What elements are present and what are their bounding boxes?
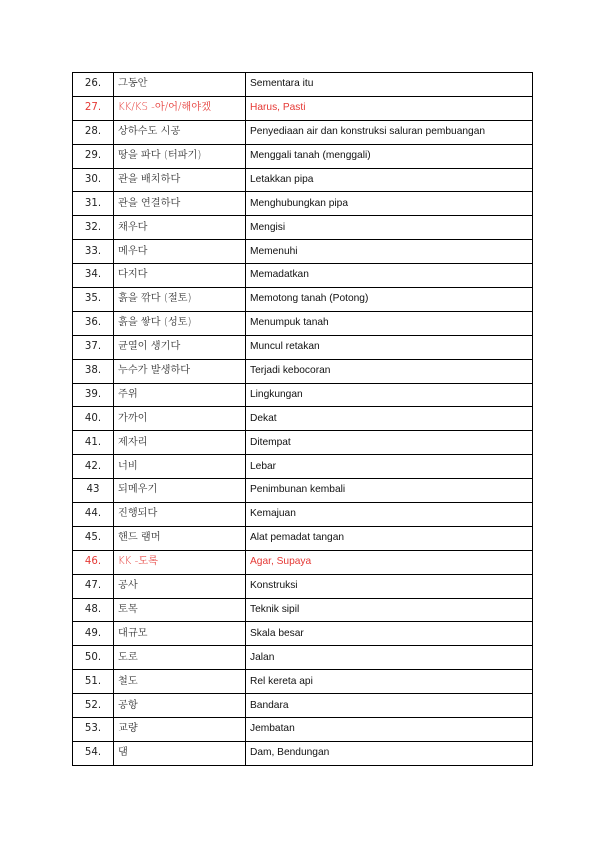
- table-row: [73, 479, 533, 503]
- korean-term: 댐: [114, 741, 246, 765]
- row-number: 46.: [73, 550, 114, 574]
- indonesian-translation: Mengisi: [246, 216, 533, 240]
- korean-term: 흙을 쌓다 (성토): [114, 311, 246, 335]
- table-row: [73, 718, 533, 742]
- korean-term: 토목: [114, 598, 246, 622]
- korean-term: 제자리: [114, 431, 246, 455]
- row-number: 38.: [73, 359, 114, 383]
- korean-term: 채우다: [114, 216, 246, 240]
- korean-term: 균열이 생기다: [114, 335, 246, 359]
- table-row: [73, 359, 533, 383]
- indonesian-translation: Agar, Supaya: [246, 550, 533, 574]
- indonesian-translation: Menggali tanah (menggali): [246, 144, 533, 168]
- vocabulary-table-body: [73, 73, 533, 766]
- row-number: 49.: [73, 622, 114, 646]
- row-number: 35.: [73, 288, 114, 312]
- row-number: 32.: [73, 216, 114, 240]
- korean-term: 대규모: [114, 622, 246, 646]
- table-row: [73, 73, 533, 97]
- indonesian-translation: Alat pemadat tangan: [246, 526, 533, 550]
- table-row: [73, 144, 533, 168]
- table-row: [73, 240, 533, 264]
- indonesian-translation: Jalan: [246, 646, 533, 670]
- indonesian-translation: Jembatan: [246, 718, 533, 742]
- indonesian-translation: Muncul retakan: [246, 335, 533, 359]
- indonesian-translation: Rel kereta api: [246, 670, 533, 694]
- korean-term: 관을 배치하다: [114, 168, 246, 192]
- row-number: 54.: [73, 741, 114, 765]
- table-row: [73, 622, 533, 646]
- row-number: 51.: [73, 670, 114, 694]
- table-row: [73, 526, 533, 550]
- indonesian-translation: Skala besar: [246, 622, 533, 646]
- row-number: 29.: [73, 144, 114, 168]
- indonesian-translation: Sementara itu: [246, 73, 533, 97]
- indonesian-translation: Menghubungkan pipa: [246, 192, 533, 216]
- korean-term: 공사: [114, 574, 246, 598]
- row-number: 43: [73, 479, 114, 503]
- korean-term: 상하수도 시공: [114, 120, 246, 144]
- row-number: 33.: [73, 240, 114, 264]
- korean-term: 되메우기: [114, 479, 246, 503]
- table-row: [73, 646, 533, 670]
- indonesian-translation: Lebar: [246, 455, 533, 479]
- korean-term: 진행되다: [114, 503, 246, 527]
- indonesian-translation: Teknik sipil: [246, 598, 533, 622]
- row-number: 41.: [73, 431, 114, 455]
- row-number: 40.: [73, 407, 114, 431]
- table-row: [73, 311, 533, 335]
- row-number: 36.: [73, 311, 114, 335]
- korean-term: 다지다: [114, 264, 246, 288]
- row-number: 34.: [73, 264, 114, 288]
- vocabulary-table: [72, 72, 533, 766]
- table-row: [73, 288, 533, 312]
- korean-term: 교량: [114, 718, 246, 742]
- korean-term: 공항: [114, 694, 246, 718]
- table-row: [73, 550, 533, 574]
- indonesian-translation: Memenuhi: [246, 240, 533, 264]
- row-number: 47.: [73, 574, 114, 598]
- korean-term: 가까이: [114, 407, 246, 431]
- table-row: [73, 264, 533, 288]
- korean-term: 관을 연결하다: [114, 192, 246, 216]
- row-number: 48.: [73, 598, 114, 622]
- indonesian-translation: Dam, Bendungan: [246, 741, 533, 765]
- korean-term: KK -도록: [114, 550, 246, 574]
- row-number: 45.: [73, 526, 114, 550]
- table-row: [73, 168, 533, 192]
- indonesian-translation: Lingkungan: [246, 383, 533, 407]
- row-number: 31.: [73, 192, 114, 216]
- indonesian-translation: Bandara: [246, 694, 533, 718]
- korean-term: 그동안: [114, 73, 246, 97]
- indonesian-translation: Penyediaan air dan konstruksi saluran pembuangan: [246, 120, 533, 144]
- korean-term: KK/KS -아/어/해야겠: [114, 96, 246, 120]
- table-row: [73, 216, 533, 240]
- row-number: 44.: [73, 503, 114, 527]
- korean-term: 누수가 발생하다: [114, 359, 246, 383]
- table-row: [73, 503, 533, 527]
- indonesian-translation: Terjadi kebocoran: [246, 359, 533, 383]
- row-number: 30.: [73, 168, 114, 192]
- indonesian-translation: Penimbunan kembali: [246, 479, 533, 503]
- korean-term: 핸드 램머: [114, 526, 246, 550]
- table-row: [73, 455, 533, 479]
- indonesian-translation: Memotong tanah (Potong): [246, 288, 533, 312]
- indonesian-translation: Konstruksi: [246, 574, 533, 598]
- indonesian-translation: Menumpuk tanah: [246, 311, 533, 335]
- korean-term: 메우다: [114, 240, 246, 264]
- table-row: [73, 120, 533, 144]
- indonesian-translation: Memadatkan: [246, 264, 533, 288]
- row-number: 37.: [73, 335, 114, 359]
- row-number: 52.: [73, 694, 114, 718]
- korean-term: 흙을 깎다 (절토): [114, 288, 246, 312]
- row-number: 26.: [73, 73, 114, 97]
- indonesian-translation: Letakkan pipa: [246, 168, 533, 192]
- korean-term: 도로: [114, 646, 246, 670]
- korean-term: 땅을 파다 (터파기): [114, 144, 246, 168]
- table-row: [73, 192, 533, 216]
- table-row: [73, 741, 533, 765]
- indonesian-translation: Harus, Pasti: [246, 96, 533, 120]
- table-row: [73, 96, 533, 120]
- table-row: [73, 598, 533, 622]
- table-row: [73, 383, 533, 407]
- row-number: 28.: [73, 120, 114, 144]
- table-row: [73, 431, 533, 455]
- indonesian-translation: Ditempat: [246, 431, 533, 455]
- table-row: [73, 335, 533, 359]
- table-row: [73, 694, 533, 718]
- row-number: 42.: [73, 455, 114, 479]
- row-number: 53.: [73, 718, 114, 742]
- row-number: 27.: [73, 96, 114, 120]
- korean-term: 너비: [114, 455, 246, 479]
- row-number: 39.: [73, 383, 114, 407]
- indonesian-translation: Kemajuan: [246, 503, 533, 527]
- korean-term: 철도: [114, 670, 246, 694]
- table-row: [73, 407, 533, 431]
- indonesian-translation: Dekat: [246, 407, 533, 431]
- table-row: [73, 574, 533, 598]
- row-number: 50.: [73, 646, 114, 670]
- table-row: [73, 670, 533, 694]
- korean-term: 주위: [114, 383, 246, 407]
